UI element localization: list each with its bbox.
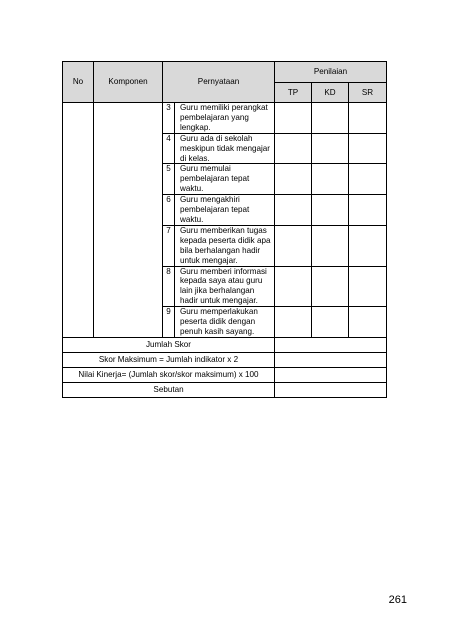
header-sr: SR [349, 83, 387, 103]
statement-text: Guru memberikan tugas kepada peserta didik apa bila berhalangan hadir untuk mengajar. [175, 225, 275, 266]
skor-maksimum-value[interactable] [275, 352, 387, 367]
score-cell-sr[interactable] [349, 307, 387, 338]
statement-number: 9 [163, 307, 175, 338]
evaluation-table [62, 61, 387, 398]
statement-text: Guru memulai pembelajaran tepat waktu. [175, 164, 275, 195]
footer-row-jumlah-skor [63, 337, 387, 352]
score-cell-sr[interactable] [349, 133, 387, 164]
nilai-kinerja-value[interactable] [275, 367, 387, 382]
header-kd: KD [312, 83, 349, 103]
score-cell-tp[interactable] [275, 307, 312, 338]
skor-maksimum-label: Skor Maksimum = Jumlah indikator x 2 [63, 352, 275, 367]
footer-row-skor-maksimum [63, 352, 387, 367]
header-penilaian: Penilaian [275, 62, 387, 83]
score-cell-tp[interactable] [275, 164, 312, 195]
header-row [63, 62, 387, 83]
statement-number: 7 [163, 225, 175, 266]
header-komponen: Komponen [94, 62, 163, 103]
header-tp: TP [275, 83, 312, 103]
komponen-cell [94, 103, 163, 338]
score-cell-kd[interactable] [312, 266, 349, 307]
statement-number: 6 [163, 195, 175, 226]
statement-text: Guru memiliki perangkat pembelajaran yang lengkap. [175, 103, 275, 134]
no-cell [63, 103, 94, 338]
statement-number: 8 [163, 266, 175, 307]
score-cell-tp[interactable] [275, 133, 312, 164]
jumlah-skor-label: Jumlah Skor [63, 337, 275, 352]
statement-text: Guru memperlakukan peserta didik dengan penuh kasih sayang. [175, 307, 275, 338]
score-cell-kd[interactable] [312, 133, 349, 164]
footer-row-nilai-kinerja [63, 367, 387, 382]
header-pernyataan: Pernyataan [163, 62, 275, 103]
score-cell-sr[interactable] [349, 195, 387, 226]
score-cell-tp[interactable] [275, 225, 312, 266]
sebutan-label: Sebutan [63, 382, 275, 397]
statement-number: 5 [163, 164, 175, 195]
score-cell-sr[interactable] [349, 225, 387, 266]
score-cell-kd[interactable] [312, 103, 349, 134]
score-cell-kd[interactable] [312, 195, 349, 226]
nilai-kinerja-label: Nilai Kinerja= (Jumlah skor/skor maksimum) x 100 [63, 367, 275, 382]
jumlah-skor-value[interactable] [275, 337, 387, 352]
score-cell-kd[interactable] [312, 307, 349, 338]
score-cell-tp[interactable] [275, 103, 312, 134]
score-cell-kd[interactable] [312, 225, 349, 266]
sebutan-value[interactable] [275, 382, 387, 397]
page-number: 261 [388, 594, 407, 606]
score-cell-sr[interactable] [349, 164, 387, 195]
statement-number: 3 [163, 103, 175, 134]
statement-text: Guru ada di sekolah meskipun tidak mengajar di kelas. [175, 133, 275, 164]
table-row [63, 103, 387, 134]
footer-row-sebutan [63, 382, 387, 397]
header-no: No [63, 62, 94, 103]
score-cell-tp[interactable] [275, 195, 312, 226]
statement-text: Guru memberi informasi kepada saya atau guru lain jika berhalangan hadir untuk mengajar. [175, 266, 275, 307]
statement-text: Guru mengakhiri pembelajaran tepat waktu. [175, 195, 275, 226]
score-cell-kd[interactable] [312, 164, 349, 195]
statement-number: 4 [163, 133, 175, 164]
score-cell-sr[interactable] [349, 103, 387, 134]
score-cell-tp[interactable] [275, 266, 312, 307]
score-cell-sr[interactable] [349, 266, 387, 307]
